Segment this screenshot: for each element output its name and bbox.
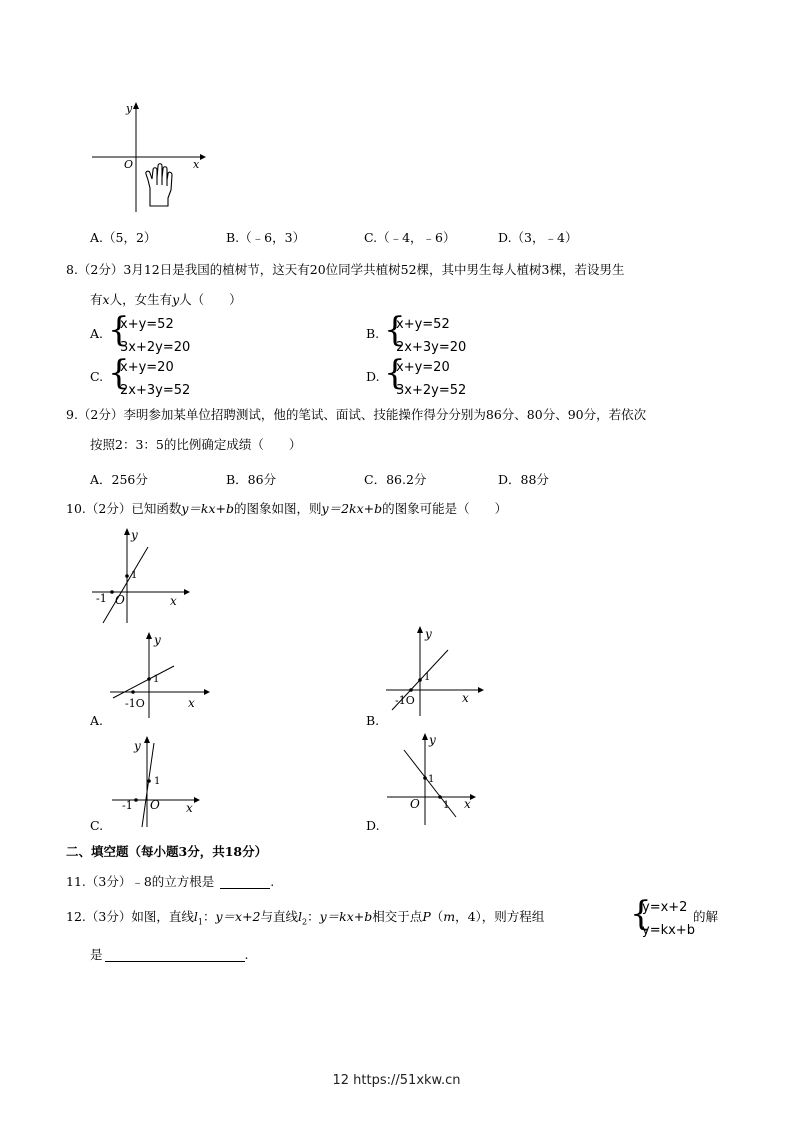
option-label: C. — [90, 818, 104, 833]
q12-answer-blank[interactable] — [105, 947, 245, 962]
q11-stem-text: 11.（3分）﹣8的立方根是 — [66, 874, 215, 889]
q9-option-a[interactable]: A．256分 — [90, 472, 148, 487]
var-y: y — [172, 292, 180, 307]
q9-option-b[interactable]: B．86分 — [226, 472, 277, 487]
function-line — [142, 743, 154, 827]
option-label: B. — [366, 326, 380, 341]
tick-label-x-1: 1 — [443, 800, 450, 811]
point-x-intercept — [438, 795, 442, 799]
option-b-graph — [382, 622, 492, 717]
equation-l1: y＝x+2 — [215, 909, 261, 924]
x-axis-arrow — [194, 797, 200, 803]
page-footer: 12 https://51xkw.cn — [332, 1073, 461, 1088]
var-x: x — [102, 292, 110, 307]
y-axis-arrow — [133, 102, 139, 109]
origin-label: O — [410, 797, 420, 811]
axis-label-x: x — [462, 691, 469, 705]
option-label: A. — [90, 326, 104, 341]
q11-period: . — [270, 874, 275, 889]
axis-label-y: y — [154, 633, 161, 647]
q10-stem-mid: 的图象如图，则 — [234, 501, 322, 516]
tick-label-1: 1 — [153, 674, 160, 685]
q12-stem-line2 — [90, 947, 249, 962]
q8-stem-mid: 人，女生有 — [109, 292, 173, 307]
function-line — [103, 547, 148, 623]
q12-mid: 与直线 — [260, 909, 299, 924]
var-m: m — [443, 909, 456, 924]
equation-2: 2x+3y=20 — [396, 340, 467, 355]
tick-label-1: 1 — [154, 776, 161, 787]
q12-period: . — [244, 947, 249, 962]
origin-label: O — [115, 593, 125, 607]
axis-label-y: y — [131, 528, 138, 542]
coord-rest: ，4），则方程组 — [455, 909, 545, 924]
axis-label-x: x — [186, 801, 193, 815]
tick-label-neg-1: -1 — [122, 799, 133, 812]
q11-stem — [66, 874, 274, 889]
tick-label-1: 1 — [131, 570, 138, 581]
q8-stem-line2 — [90, 292, 242, 307]
line-l1-name: l — [193, 909, 198, 924]
point-y-intercept — [147, 779, 151, 783]
q7-option-c[interactable]: C.（﹣4，﹣6） — [364, 230, 456, 245]
x-axis-arrow — [204, 689, 210, 695]
hand-icon — [146, 164, 172, 206]
point-x-intercept — [134, 798, 138, 802]
brace-icon: { — [384, 353, 406, 393]
q9-stem-line1: 9.（2分）李明参加某单位招聘测试，他的笔试、面试、技能操作得分分别为86分、80分、90分，若依次 — [66, 407, 647, 422]
point-x-intercept — [110, 590, 114, 594]
tick-label-1: 1 — [428, 774, 435, 785]
brace-icon: { — [630, 894, 652, 934]
subscript-1: 1 — [197, 917, 203, 927]
q10-stem-post: 的图象可能是（ ） — [382, 501, 508, 516]
x-axis-arrow — [470, 794, 476, 800]
origin-label: O — [124, 158, 134, 171]
q7-option-a[interactable]: A.（5，2） — [90, 230, 157, 245]
y-axis-arrow — [422, 733, 428, 740]
point-y-intercept — [125, 574, 129, 578]
point-y-intercept — [423, 776, 427, 780]
axis-label-y: y — [126, 102, 133, 115]
brace-icon: { — [108, 310, 130, 350]
q10-stem — [66, 501, 507, 516]
point-x-intercept — [409, 688, 413, 692]
y-axis-arrow — [146, 632, 152, 639]
equation-2: 3x+2y=52 — [396, 383, 467, 398]
x-axis-arrow — [184, 589, 190, 595]
q8-stem-pre: 有 — [90, 292, 103, 307]
tick-label-1: 1 — [424, 672, 431, 683]
option-label: D. — [366, 369, 380, 384]
q7-coordinate-figure — [88, 100, 208, 215]
colon: ： — [307, 909, 320, 924]
coord-open: （ — [430, 909, 444, 924]
tick-label-neg-1-origin: -1O — [125, 697, 145, 710]
colon: ： — [202, 909, 216, 924]
point-p: P — [422, 909, 431, 924]
q12-end: 的解 — [693, 909, 719, 924]
option-label: D. — [366, 818, 380, 833]
axis-label-x: x — [170, 594, 177, 608]
q11-answer-blank[interactable] — [220, 874, 270, 889]
line-l2-name: l — [298, 909, 303, 924]
q10-stem-pre: 10.（2分）已知函数 — [66, 501, 182, 516]
q12-line2-pre: 是 — [90, 947, 103, 962]
y-axis-arrow — [417, 626, 423, 633]
tick-label-neg-1: -1 — [96, 592, 107, 605]
brace-icon: { — [384, 310, 406, 350]
subscript-2: 2 — [302, 917, 308, 927]
axis-label-y: y — [134, 739, 141, 753]
equation-1: x+y=20 — [396, 360, 450, 375]
q7-option-d[interactable]: D.（3，﹣4） — [498, 230, 578, 245]
q12-mid2: 相交于点 — [372, 909, 423, 924]
x-axis-arrow — [200, 154, 206, 160]
system-equation-1: y=x+2 — [642, 900, 688, 915]
q9-option-d[interactable]: D．88分 — [498, 472, 549, 487]
y-axis-arrow — [144, 736, 150, 743]
axis-label-y: y — [429, 733, 436, 747]
axis-label-y: y — [425, 627, 432, 641]
function-2: y＝2kx+b — [321, 501, 383, 516]
option-c-graph — [110, 733, 210, 828]
option-label: A. — [90, 713, 104, 728]
q9-option-c[interactable]: C．86.2分 — [364, 472, 427, 487]
q8-stem-line1: 8.（2分）3月12日是我国的植树节，这天有20位同学共植树52棵，其中男生每人植树3棵，若设男生 — [66, 262, 625, 277]
brace-icon: { — [108, 353, 130, 393]
equation-l2: y＝kx+b — [319, 909, 373, 924]
equation-1: x+y=20 — [120, 360, 174, 375]
option-a-graph — [108, 630, 218, 720]
equation-2: 2x+3y=52 — [120, 383, 191, 398]
section-2-heading: 二、填空题（每小题3分，共18分） — [66, 844, 268, 859]
function-line — [113, 666, 174, 698]
option-d-graph — [384, 730, 484, 826]
system-equation-2: y=kx+b — [642, 923, 695, 938]
x-axis-arrow — [478, 687, 484, 693]
y-axis-arrow — [124, 528, 130, 535]
equation-2: 3x+2y=20 — [120, 340, 191, 355]
origin-label: O — [150, 798, 160, 812]
option-label: B. — [366, 713, 380, 728]
point-y-intercept — [147, 677, 151, 681]
q9-stem-line2: 按照2：3：5的比例确定成绩（ ） — [90, 437, 302, 452]
function-1: y＝kx+b — [181, 501, 235, 516]
equation-1: x+y=52 — [396, 317, 450, 332]
point-y-intercept — [418, 678, 422, 682]
axis-label-x: x — [188, 696, 195, 710]
axis-label-x: x — [464, 797, 471, 811]
q12-pre: 12.（3分）如图，直线 — [66, 909, 194, 924]
q7-option-b[interactable]: B.（﹣6，3） — [226, 230, 306, 245]
tick-label-neg-1-origin: -1O — [395, 694, 415, 707]
q10-given-graph — [86, 525, 196, 625]
option-label: C. — [90, 369, 104, 384]
equation-1: x+y=52 — [120, 317, 174, 332]
axis-label-x: x — [193, 158, 200, 171]
point-x-intercept — [131, 690, 135, 694]
q8-stem-post: 人（ ） — [179, 292, 242, 307]
q12-stem-line1 — [66, 909, 544, 927]
